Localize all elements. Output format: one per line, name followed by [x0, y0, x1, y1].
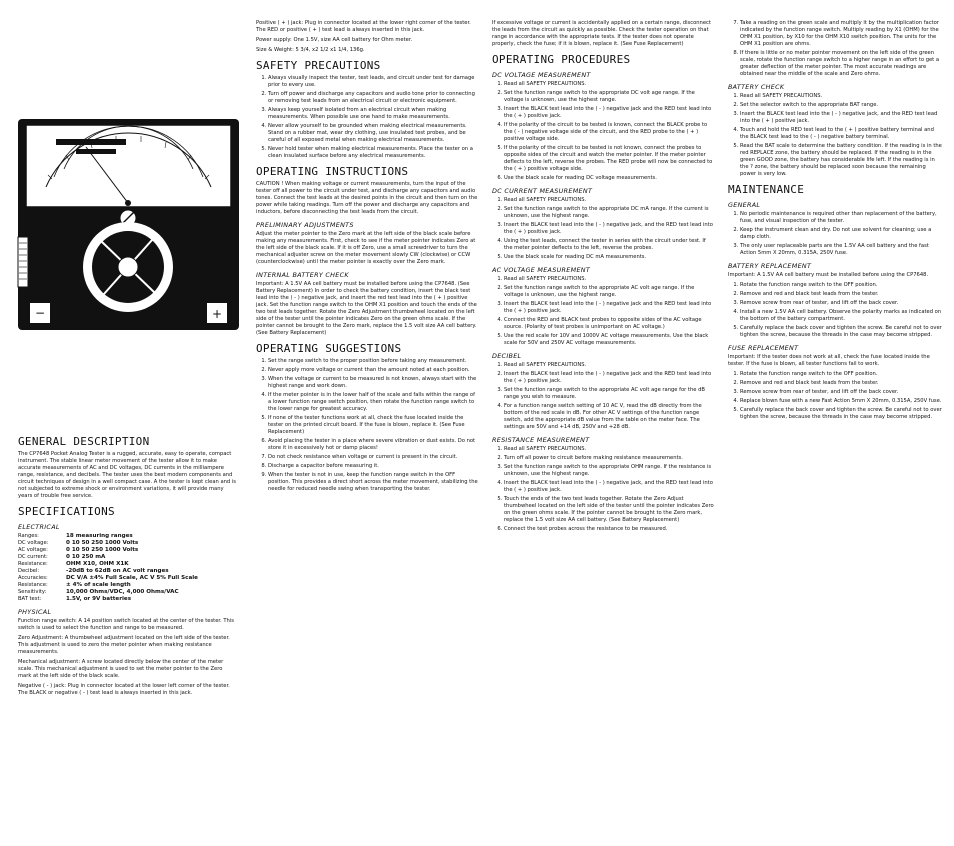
- spec-row: [18, 568, 236, 575]
- suggestion-item: 5. If none of the tester functions work at all, check the fuse located inside the tester on the printed circuit board. If the fuse is blown, replace it. (See Fuse Replacement): [268, 415, 478, 436]
- dcv-title: DC VOLTAGE MEASUREMENT: [492, 71, 591, 79]
- physical-paragraph: Mechanical adjustment: A screw located directly below the center of the meter scale. This mechanical adjustment is used to set the meter pointer to the Zero mark at the left side of the black scale.: [18, 659, 224, 679]
- spec-value: 10,000 Ohms/VDC, 4,000 Ohms/VAC: [66, 589, 179, 595]
- spec-key: Resistance:: [18, 561, 48, 567]
- batcheck-list: [728, 93, 942, 178]
- acv-step: 1. Read all SAFETY PRECAUTIONS.: [504, 276, 714, 283]
- acv-step: 2. Set the function range switch to the appropriate AC volt age range. If the voltage is unknown, use the highest range.: [504, 285, 714, 299]
- db-step: 3. Set the function range switch to the appropriate AC volt age range for the dB range you wish to measure.: [504, 387, 714, 401]
- battrep-note: Important: A 1.5V AA cell battery must be installed before using the CP7648.: [728, 272, 929, 278]
- suggestion-item: 2. Never apply more voltage or current than the amount noted at each position.: [268, 367, 478, 374]
- fuse-list: [728, 371, 942, 421]
- spec-row: [18, 582, 236, 589]
- res-list: [492, 446, 714, 533]
- spec-row: [18, 575, 236, 582]
- dcv-step: 3. Insert the BLACK test lead into the ( - ) negative jack and the RED test lead into the ( + ) positive jack.: [504, 106, 714, 120]
- spec-value: 18 measuring ranges: [66, 533, 133, 539]
- spec-value: 0 10 50 250 1000 Volts: [66, 540, 139, 546]
- spec-rows: [18, 533, 236, 603]
- spec-row: [18, 547, 236, 554]
- physical-paragraph: Negative ( - ) jack: Plug in connector located at the lower left corner of the tester. The BLACK or negative ( - ) test lead is always inserted in this jack.: [18, 683, 230, 696]
- battrep-step: 4. Install a new 1.5V AA cell battery. Observe the polarity marks as indicated on the bottom of the battery compartment.: [740, 309, 942, 323]
- db-title: DECIBEL: [492, 352, 522, 360]
- procedures-title: OPERATING PROCEDURES: [492, 53, 631, 66]
- battrep-step: 5. Carefully replace the back cover and tighten the screw. Be careful not to over tighten the screw, because the threads in the case may become stripped.: [740, 325, 942, 339]
- maintenance-title: MAINTENANCE: [728, 183, 805, 196]
- batcheck-step: 4. Touch and hold the RED test lead to the ( + ) positive battery terminal and the BLACK test lead to the ( - ) negative battery terminal.: [740, 127, 942, 141]
- batcheck-step: 3. Insert the BLACK test lead into the ( - ) negative jack, and the RED test lead into the ( + ) positive jack.: [740, 111, 942, 125]
- col4-top-list: [728, 20, 942, 78]
- batcheck-step: 2. Set the selector switch to the appropriate BAT range.: [740, 102, 942, 109]
- dcv-step: 5. If the polarity of the circuit to be tested is not known, connect the probes to opposite sides of the circuit and watch the meter pointer. If the meter pointer deflects to the left, reverse the probes. The RED probe will now be connected to the ( + ) positive voltage side.: [504, 145, 714, 173]
- spec-value: 0 10 50 250 1000 Volts: [66, 547, 139, 553]
- spec-value: ± 4% of scale length: [66, 582, 131, 588]
- dcc-step: 2. Set the function range switch to the appropriate DC mA range. If the current is unknown, use the highest range.: [504, 206, 714, 220]
- spec-row: [18, 540, 236, 547]
- db-step: 1. Read all SAFETY PRECAUTIONS.: [504, 362, 714, 369]
- fuse-step: 4. Replace blown fuse with a new Fast Action 5mm X 20mm, 0.315A, 250V fuse.: [740, 398, 942, 405]
- general-text: The CP7648 Pocket Analog Tester is a rugged, accurate, easy to operate, compact instrument. The stable linear meter movement of the tester allow it to make accurate measurements of AC and DC voltages, DC currents in the milliampere range, resistance, and decibels. The tester uses the best modern components and circuit techniques of design in a well compact case. A the tester is kept clean and is not subjected to extreme shock or environment variations, it will provide many years of trouble free service.: [18, 451, 237, 499]
- spec-key: Sensitivity:: [18, 589, 47, 595]
- spec-key: Resistance:: [18, 582, 48, 588]
- db-step: 4. For a function range switch setting of 10 AC V, read the dB directly from the bottom of the red scale in dB. For other AC V settings of the function range switch, add the appropriate dB value from the table on the meter face. The settings are 50V and +14 dB, 250V and +28 dB.: [504, 403, 714, 431]
- maint-general-item: 2. Keep the instrument clean and dry. Do not use solvent for cleaning; use a damp cloth.: [740, 227, 942, 241]
- spec-row: [18, 596, 236, 603]
- dcv-step: 4. If the polarity of the circuit to be tested is known, connect the BLACK probe to the ( - ) negative voltage side of the circuit, and the RED probe to the ( + ) positive voltage side.: [504, 122, 714, 143]
- suggestion-item: 7. Do not check resistance when voltage or current is present in the circuit.: [268, 454, 478, 461]
- spec-row: [18, 554, 236, 561]
- dcv-step: 2. Set the function range switch to the appropriate DC volt age range. If the voltage is unknown, use the highest range.: [504, 90, 714, 104]
- res-step: 5. Touch the ends of the two test leads together. Rotate the Zero Adjust thumbwheel located on the left side of the tester until the pointer indicates Zero on the green ohms scale. If the pointer cannot be brought to the Zero mark, replace the 1.5 volt size AA cell battery. (See Battery Replacement): [504, 496, 714, 524]
- fuse-step: 5. Carefully replace the back cover and tighten the screw. Be careful not to over tighten the screw, because the threads in the case may become stripped.: [740, 407, 942, 421]
- caution-text: CAUTION ! When making voltage or current measurements, turn the input of the tester off all power to the circuit under test, and discharge any capacitors and audio tones. Connect the test leads at the desired points in the circuit and then turn on the power while taking readings. Turn off the power and discharge any capacitors and inductors, before disconnecting the test leads from the circuit.: [256, 181, 478, 215]
- safety-item: 5. Never hold tester when making electrical measurements. Place the tester on a clean insulated surface before any electrical measurements.: [268, 146, 478, 160]
- dcc-title: DC CURRENT MEASUREMENT: [492, 187, 593, 195]
- db-list: [492, 362, 714, 431]
- column-4: [728, 20, 942, 424]
- battery-check-title: INTERNAL BATTERY CHECK: [256, 271, 349, 279]
- fuse-title: FUSE REPLACEMENT: [728, 344, 799, 352]
- dcv-list: [492, 81, 714, 182]
- col3-top-text: If excessive voltage or current is accidentally applied on a certain range, disconnect the leads from the circuit as quickly as possible. Check the tester operation on that range in accordance with the appropriate tests. If the tester does not operate properly, check the fuse; if it is blown, replace it. (See Fuse Replacement): [492, 20, 711, 47]
- spec-key: AC voltage:: [18, 547, 48, 553]
- suggestion-item: 1. Set the range switch to the proper position before taking any measurement.: [268, 358, 478, 365]
- dcv-step: 6. Use the black scale for reading DC voltage measurements.: [504, 175, 714, 182]
- battrep-step: 3. Remove screw from rear of tester, and lift off the back cover.: [740, 300, 942, 307]
- spec-value: DC V/A ±4% Full Scale, AC V 5% Full Scale: [66, 575, 198, 581]
- multimeter-illustration: [16, 117, 241, 332]
- safety-item: 4. Never allow yourself to be grounded when making electrical measurements. Stand on a rubber mat, wear dry clothing, use insulated test probes, and be careful of all exposed metal when making electrical measurements.: [268, 123, 478, 144]
- maint-general-item: 1. No periodic maintenance is required other than replacement of the battery, fuse, and visual inspection of the tester.: [740, 211, 942, 225]
- safety-title: SAFETY PRECAUTIONS: [256, 59, 381, 72]
- column-1: [18, 430, 236, 700]
- res-step-cont: 8. If there is little or no meter pointer movement on the left side of the green scale, rotate the function range switch to a higher range in an effort to get a greater deflection of the meter pointer. The most accurate readings are obtained near the middle of the scale and Zero ohms.: [740, 50, 942, 78]
- spec-key: BAT test:: [18, 596, 42, 602]
- physical-title: PHYSICAL: [18, 608, 52, 616]
- battrep-list: [728, 282, 942, 339]
- battery-check-text: Important: A 1.5V AA cell battery must be installed before using the CP7648. (See Battery Replacement) In order to check the battery condition, insert the black test lead into the ( - ) negative jack, and insert the red test lead into the ( + ) positive jack. Set the function range switch to the OHM X1 position and touch the ends of the two test leads together. Rotate the Zero Adjustment thumbwheel located on the left side of the tester until the pointer indicates Zero on the green ohms scale. If the pointer cannot be brought to the Zero mark, replace the 1.5 volt size AA cell battery. (See Battery Replacement): [256, 281, 477, 336]
- positive-jack-label: +: [211, 307, 223, 321]
- db-step: 2. Insert the BLACK test lead into the ( - ) negative jack and the RED test lead into the ( + ) positive jack.: [504, 371, 714, 385]
- spec-key: Accuracies:: [18, 575, 48, 581]
- col2-top: [256, 20, 478, 54]
- res-step-cont: 7. Take a reading on the green scale and multiply it by the multiplication factor indicated by the function range switch. Multiply reading by X1 (OHM) for the OHM X1 position, by X10 for the OHM X10 switch position. The units for the OHM X1 position are ohms.: [740, 20, 942, 48]
- suggestions-title: OPERATING SUGGESTIONS: [256, 342, 402, 355]
- physical-paragraph: Function range switch: A 14 position switch located at the center of the tester. This switch is used to select the function and range to be measured.: [18, 618, 234, 631]
- spec-value: 0 10 250 mA: [66, 554, 106, 560]
- dcc-step: 3. Insert the BLACK test lead into the ( - ) negative jack, and the RED test lead into the ( + ) positive jack.: [504, 222, 714, 236]
- maint-general-item: 3. The only user replaceable parts are the 1.5V AA cell battery and the fast Action 5mm X 20mm, 0.315A, 250V fuse.: [740, 243, 942, 257]
- col2-paragraph: Size & Weight: 5 3/4, x2 1/2 x1 1/4, 136g.: [256, 47, 365, 53]
- dcv-step: 1. Read all SAFETY PRECAUTIONS.: [504, 81, 714, 88]
- spec-row: [18, 561, 236, 568]
- res-step: 2. Turn off all power to circuit before making resistance measurements.: [504, 455, 714, 462]
- res-title: RESISTANCE MEASUREMENT: [492, 436, 590, 444]
- col2-paragraph: Power supply: One 1.5V, size AA cell battery for Ohm meter.: [256, 37, 413, 43]
- batcheck-title: BATTERY CHECK: [728, 83, 785, 91]
- column-2: [256, 20, 478, 496]
- fuse-step: 1. Rotate the function range switch to the OFF position.: [740, 371, 942, 378]
- acv-list: [492, 276, 714, 347]
- general-title: GENERAL DESCRIPTION: [18, 435, 150, 448]
- dcc-step: 4. Using the test leads, connect the tester in series with the circuit under test. If the meter pointer deflects to the left, reverse the probes.: [504, 238, 714, 252]
- col2-paragraph: Positive ( + ) jack: Plug in connector located at the lower right corner of the tester. The RED or positive ( + ) test lead is always inserted in this jack.: [256, 20, 471, 33]
- res-step: 6. Connect the test probes across the resistance to be measured.: [504, 526, 714, 533]
- spec-value: 1.5V, or 9V batteries: [66, 596, 132, 602]
- prelim-text: Adjust the meter pointer to the Zero mark at the left side of the black scale before making any measurements. First, check to see if the meter pointer indicates Zero at the left side of the black scale. If it is off Zero, use a small screwdriver to turn the mechanical adjuster screw on the meter movement slowly CW (clockwise) or CCW (counterclockwise) until the meter pointer is exactly over the Zero mark.: [256, 231, 476, 265]
- suggestion-item: 6. Avoid placing the tester in a place where severe vibration or dust exists. Do not store it in excessively hot or damp places!: [268, 438, 478, 452]
- safety-item: 1. Always visually inspect the tester, test leads, and circuit under test for damage prior to every use.: [268, 75, 478, 89]
- acv-step: 5. Use the red scale for 10V and 1000V AC voltage measurements. Use the black scale for 50V and 250V AC voltage measurements.: [504, 333, 714, 347]
- battrep-title: BATTERY REPLACEMENT: [728, 262, 812, 270]
- spec-row: [18, 589, 236, 596]
- suggestion-item: 9. When the tester is not in use, keep the function range switch in the OFF position. This provides a direct short across the meter movement, stabilizing the needle for reduced needle swing when transporting the tester.: [268, 472, 478, 493]
- dcc-step: 5. Use the black scale for reading DC mA measurements.: [504, 254, 714, 261]
- safety-list: [256, 75, 478, 160]
- res-step: 4. Insert the BLACK test lead into the ( - ) negative jack, and the RED test lead into the ( + ) positive jack.: [504, 480, 714, 494]
- physical-list: [18, 618, 236, 697]
- acv-step: 4. Connect the RED and BLACK test probes to opposite sides of the AC voltage source. (Polarity of test probes is unimportant on AC voltage.): [504, 317, 714, 331]
- fuse-step: 3. Remove screw from rear of tester, and lift off the back cover.: [740, 389, 942, 396]
- acv-step: 3. Insert the BLACK test lead into the ( - ) negative jack and the RED test lead into the ( + ) positive jack.: [504, 301, 714, 315]
- specs-title: SPECIFICATIONS: [18, 505, 115, 518]
- batcheck-step: 5. Read the BAT scale to determine the battery condition. If the reading is in the red REPLACE zone, the battery should be replaced. If the reading is in the green GOOD zone, the battery has considerable life left. If the reading is in the ? zone, the battery should be replaced soon because the remaining power is very low.: [740, 143, 942, 178]
- maint-general-title: GENERAL: [728, 201, 761, 209]
- suggestion-item: 8. Discharge a capacitor before measuring it.: [268, 463, 478, 470]
- dcc-list: [492, 197, 714, 261]
- spec-key: DC voltage:: [18, 540, 49, 546]
- fuse-note: Important: If the tester does not work at all, check the fuse located inside the tester. If the fuse is blown, all tester functions fail to work.: [728, 354, 930, 367]
- suggestions-list: [256, 358, 478, 493]
- spec-key: DC current:: [18, 554, 48, 560]
- acv-title: AC VOLTAGE MEASUREMENT: [492, 266, 591, 274]
- prelim-title: PRELIMINARY ADJUSTMENTS: [256, 221, 354, 229]
- battrep-step: 2. Remove and red and black test leads from the tester.: [740, 291, 942, 298]
- spec-value: OHM X10, OHM X1K: [66, 561, 129, 567]
- column-3: [492, 20, 714, 536]
- electrical-title: ELECTRICAL: [18, 523, 60, 531]
- spec-value: -20dB to 62dB on AC volt ranges: [66, 568, 169, 574]
- res-step: 3. Set the function range switch to the appropriate OHM range. If the resistance is unknown, use the highest range.: [504, 464, 714, 478]
- maint-general-list: [728, 211, 942, 257]
- negative-jack-label: −: [34, 306, 46, 320]
- safety-item: 2. Turn off power and discharge any capacitors and audio tone prior to connecting or removing test leads from an electrical circuit or electronic equipment.: [268, 91, 478, 105]
- physical-paragraph: Zero Adjustment: A thumbwheel adjustment located on the left side of the tester. This adjustment is used to zero the meter pointer when making resistance measurements.: [18, 635, 230, 655]
- spec-row: [18, 533, 236, 540]
- battrep-step: 1. Rotate the function range switch to the OFF position.: [740, 282, 942, 289]
- batcheck-step: 1. Read all SAFETY PRECAUTIONS.: [740, 93, 942, 100]
- operating-title: OPERATING INSTRUCTIONS: [256, 165, 409, 178]
- fuse-step: 2. Remove and red and black test leads from the tester.: [740, 380, 942, 387]
- dcc-step: 1. Read all SAFETY PRECAUTIONS.: [504, 197, 714, 204]
- spec-key: Decibel:: [18, 568, 40, 574]
- res-step: 1. Read all SAFETY PRECAUTIONS.: [504, 446, 714, 453]
- suggestion-item: 4. If the meter pointer is in the lower half of the scale and falls within the range of a lower function range switch position, then rotate the function range switch to the lower range for greatest accuracy.: [268, 392, 478, 413]
- safety-item: 3. Always keep yourself isolated from an electrical circuit when making measurements. When possible use one hand to make measurements.: [268, 107, 478, 121]
- suggestion-item: 3. When the voltage or current to be measured is not known, always start with the highest range and work down.: [268, 376, 478, 390]
- spec-key: Ranges:: [18, 533, 39, 539]
